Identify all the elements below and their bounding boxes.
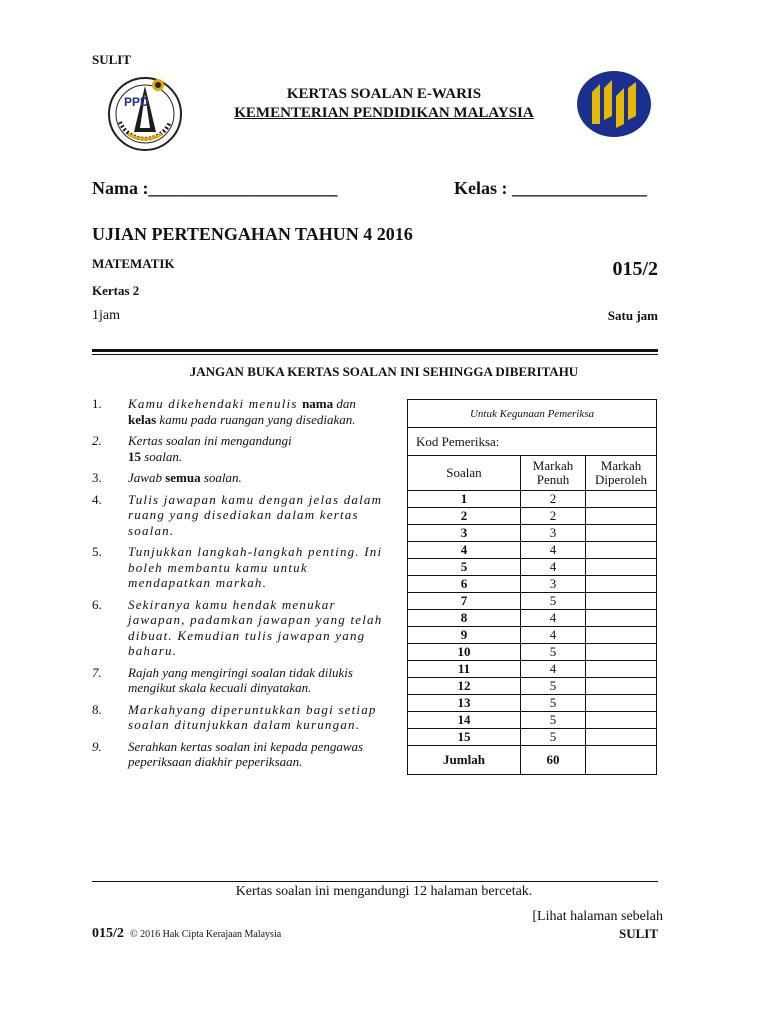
warning-notice: JANGAN BUKA KERTAS SOALAN INI SEHINGGA DIBERITAHU xyxy=(189,364,579,379)
obtained-marks-cell[interactable] xyxy=(586,712,657,729)
footer-divider xyxy=(92,881,658,882)
question-number-cell: 11 xyxy=(408,661,521,678)
copyright-notice: © 2016 Hak Cipta Kerajaan Malaysia xyxy=(130,929,282,940)
table-row xyxy=(408,542,657,559)
duration-words: Satu jam xyxy=(607,308,658,323)
instruction-number: 5. xyxy=(92,544,102,559)
exam-title: UJIAN PERTENGAHAN TAHUN 4 2016 xyxy=(92,224,413,244)
instruction-text: dan xyxy=(333,396,356,411)
instruction-text: soalan. xyxy=(141,448,183,464)
instruction-emphasis: 15 xyxy=(128,448,141,464)
full-marks-cell: 2 xyxy=(521,491,586,508)
table-row xyxy=(408,644,657,661)
table-row xyxy=(408,508,657,525)
instruction-item xyxy=(92,665,386,696)
full-marks-cell: 5 xyxy=(521,729,586,746)
table-row xyxy=(408,610,657,627)
question-number-cell: 3 xyxy=(408,525,521,542)
obtained-marks-cell[interactable] xyxy=(586,559,657,576)
obtained-marks-cell[interactable] xyxy=(586,525,657,542)
instruction-text: Serahkan kertas soalan ini kepada pengawas peperiksaan diakhir peperiksaan. xyxy=(128,738,364,769)
instruction-emphasis: kelas xyxy=(128,411,157,427)
table-row xyxy=(408,729,657,746)
divider-thick xyxy=(92,349,658,352)
table-row xyxy=(408,678,657,695)
full-marks-cell: 5 xyxy=(521,644,586,661)
footer-classification: SULIT xyxy=(618,926,658,941)
total-label: Jumlah xyxy=(408,746,521,775)
table-row xyxy=(408,525,657,542)
full-marks-cell: 5 xyxy=(521,593,586,610)
instruction-number: 2. xyxy=(92,433,102,448)
question-number-cell: 7 xyxy=(408,593,521,610)
name-field[interactable]: Nama :_____________________ xyxy=(92,178,338,198)
instruction-number: 8. xyxy=(92,701,102,717)
question-number-cell: 2 xyxy=(408,508,521,525)
page-count-note: Kertas soalan ini mengandungi 12 halaman bercetak. xyxy=(235,884,533,899)
table-row xyxy=(408,661,657,678)
examiner-code-field[interactable]: Kod Pemeriksa: xyxy=(408,428,657,456)
instruction-text: soalan. xyxy=(200,470,242,485)
table-row xyxy=(408,627,657,644)
instruction-number: 7. xyxy=(92,664,102,680)
instruction-text: Sekiranya kamu hendak menukar jawapan, padamkan jawapan yang telah dibuat. Kemudian tulis jawapan yang baharu. xyxy=(128,596,383,658)
full-marks-cell: 2 xyxy=(521,508,586,525)
instruction-number: 4. xyxy=(92,491,102,507)
instruction-text: kamu pada ruangan yang disediakan. xyxy=(156,411,356,427)
table-row xyxy=(408,695,657,712)
full-marks-cell: 3 xyxy=(521,525,586,542)
ppd-emblem-text: PPD xyxy=(124,95,149,109)
instruction-number: 6. xyxy=(92,596,102,612)
instruction-item xyxy=(92,702,386,733)
question-number-cell: 12 xyxy=(408,678,521,695)
column-header-question: Soalan xyxy=(408,456,521,491)
table-row xyxy=(408,559,657,576)
instruction-number: 1. xyxy=(92,396,102,411)
header-title: KERTAS SOALAN E-WARIS xyxy=(286,86,482,102)
instruction-number: 9. xyxy=(92,738,102,754)
ministry-logo-icon xyxy=(576,70,652,138)
next-page-note: [Lihat halaman sebelah xyxy=(532,909,663,924)
duration-label: 1jam xyxy=(92,308,120,323)
table-row xyxy=(408,712,657,729)
full-marks-cell: 5 xyxy=(521,712,586,729)
subject-label: MATEMATIK xyxy=(92,256,175,271)
obtained-marks-cell[interactable] xyxy=(586,644,657,661)
question-number-cell: 4 xyxy=(408,542,521,559)
obtained-marks-cell[interactable] xyxy=(586,508,657,525)
obtained-marks-cell[interactable] xyxy=(586,542,657,559)
table-row xyxy=(408,593,657,610)
examiner-use-heading: Untuk Kegunaan Pemeriksa xyxy=(408,400,657,428)
instruction-text: Kertas soalan ini mengandungi xyxy=(128,433,292,448)
column-header-full-marks: Markah Penuh xyxy=(521,456,586,491)
full-marks-cell: 3 xyxy=(521,576,586,593)
obtained-marks-cell[interactable] xyxy=(586,610,657,627)
question-number-cell: 1 xyxy=(408,491,521,508)
obtained-marks-cell[interactable] xyxy=(586,695,657,712)
full-marks-cell: 4 xyxy=(521,661,586,678)
instruction-item xyxy=(92,544,386,591)
paper-number: Kertas 2 xyxy=(92,283,140,298)
instruction-text: Tunjukkan langkah-langkah penting. Ini boleh membantu kamu untuk mendapatkan markah. xyxy=(128,544,383,590)
instruction-text: Jawab xyxy=(128,470,166,485)
examiner-marks-table xyxy=(407,399,657,775)
instruction-item xyxy=(92,396,386,427)
divider-thin xyxy=(92,354,658,355)
instruction-text: Kamu dikehendaki menulis xyxy=(128,396,303,411)
instruction-emphasis: nama xyxy=(302,396,334,411)
full-marks-cell: 4 xyxy=(521,610,586,627)
instruction-list xyxy=(92,396,386,776)
header-ministry: KEMENTERIAN PENDIDIKAN MALAYSIA xyxy=(234,105,534,121)
marks-rows xyxy=(408,491,657,746)
instruction-number: 3. xyxy=(92,470,102,485)
footer-paper-code: 015/2 xyxy=(92,926,124,941)
obtained-marks-cell[interactable] xyxy=(586,491,657,508)
instruction-item xyxy=(92,597,386,659)
obtained-marks-cell[interactable] xyxy=(586,678,657,695)
question-number-cell: 15 xyxy=(408,729,521,746)
question-number-cell: 5 xyxy=(408,559,521,576)
instruction-text: Tulis jawapan kamu dengan jelas dalam ruang yang disediakan dalam kertas soalan. xyxy=(128,491,383,538)
table-row xyxy=(408,576,657,593)
table-row xyxy=(408,491,657,508)
question-number-cell: 10 xyxy=(408,644,521,661)
full-marks-cell: 5 xyxy=(521,678,586,695)
total-obtained-cell[interactable] xyxy=(586,746,657,775)
instruction-item xyxy=(92,433,386,464)
obtained-marks-cell[interactable] xyxy=(586,576,657,593)
classification-label: SULIT xyxy=(92,52,132,67)
column-header-obtained-marks: Markah Diperoleh xyxy=(586,456,657,491)
instruction-emphasis: semua xyxy=(165,470,201,485)
class-field[interactable]: Kelas : _______________ xyxy=(454,178,647,198)
obtained-marks-cell[interactable] xyxy=(586,627,657,644)
full-marks-cell: 4 xyxy=(521,542,586,559)
paper-code: 015/2 xyxy=(612,258,658,280)
obtained-marks-cell[interactable] xyxy=(586,661,657,678)
question-number-cell: 9 xyxy=(408,627,521,644)
total-value: 60 xyxy=(521,746,586,775)
obtained-marks-cell[interactable] xyxy=(586,729,657,746)
instruction-item xyxy=(92,739,386,770)
instruction-text: Rajah yang mengiringi soalan tidak dilukis mengikut skala kecuali dinyatakan. xyxy=(128,664,353,695)
full-marks-cell: 4 xyxy=(521,559,586,576)
question-number-cell: 13 xyxy=(408,695,521,712)
question-number-cell: 6 xyxy=(408,576,521,593)
question-number-cell: 14 xyxy=(408,712,521,729)
full-marks-cell: 4 xyxy=(521,627,586,644)
instruction-text: Markahyang diperuntukkan bagi setiap soalan ditunjukkan dalam kurungan. xyxy=(128,701,377,732)
obtained-marks-cell[interactable] xyxy=(586,593,657,610)
full-marks-cell: 5 xyxy=(521,695,586,712)
instruction-item xyxy=(92,470,386,486)
question-number-cell: 8 xyxy=(408,610,521,627)
instruction-item xyxy=(92,492,386,539)
